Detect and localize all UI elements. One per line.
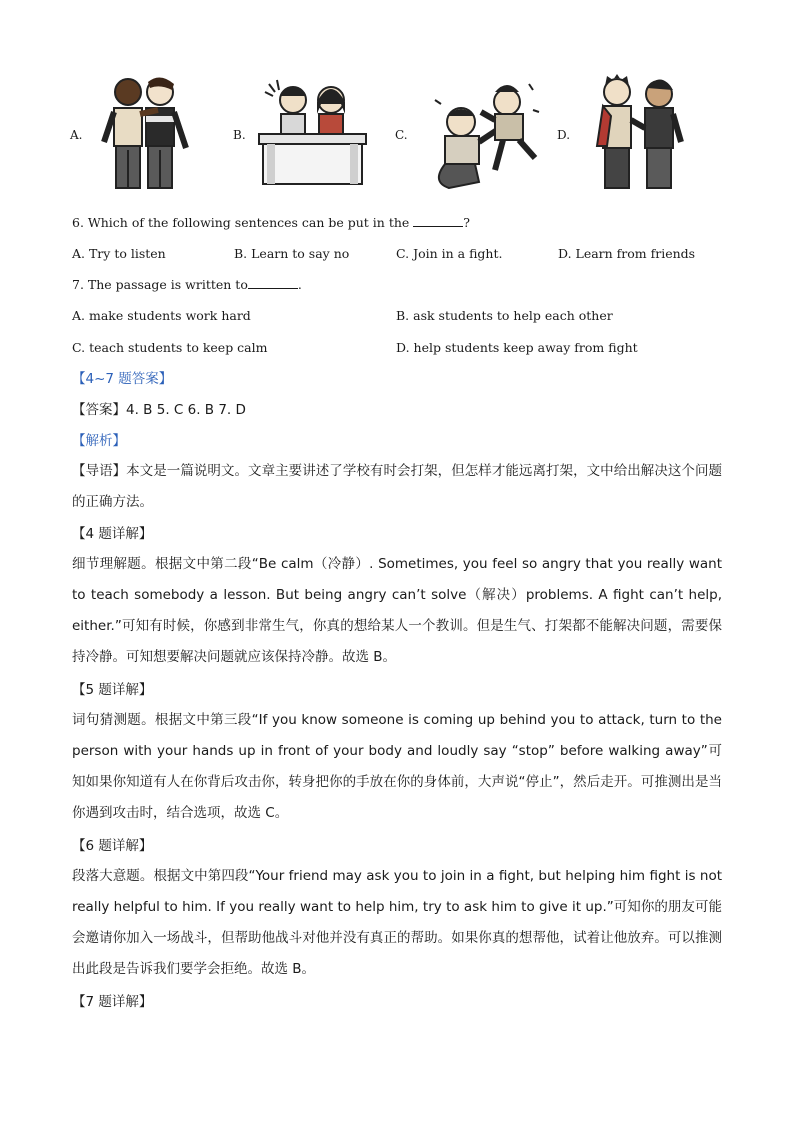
q5-heading: 【5 题详解】 [72, 682, 153, 698]
q6-explanation: 段落大意题。根据文中第四段“Your friend may ask you to join in a fight, but helping him fight is not really helpful to him. If you really want to help him, try to ask him to give it up.”可知你的朋友可能会邀请你加入一场战斗，但帮助他战斗对他并没有真正的帮助。如果你真的想帮他，试着让他放弃。可以推测出此段是告诉我们要学会拒绝。故选 B。 [72, 868, 722, 977]
answer-heading: 【4~7 题答案】 [72, 371, 173, 387]
guide-paragraph: 【导语】本文是一篇说明文。文章主要讲述了学校有时会打架，但怎样才能远离打架，文中给出解决这个问题的正确方法。 [72, 463, 722, 510]
two-boys-arm-around-icon [98, 70, 198, 195]
picture-options [70, 70, 730, 195]
q6-option-d: D. Learn from friends [558, 246, 696, 261]
picture-option-b [233, 70, 393, 195]
option-letter: C. [395, 128, 408, 142]
q4-heading: 【4 题详解】 [72, 526, 153, 542]
picture-option-a [70, 70, 220, 195]
q6-option-c: C. Join in a fight. [396, 246, 503, 261]
answer-line: 【答案】4. B 5. C 6. B 7. D [72, 402, 246, 418]
boys-fighting-icon [425, 70, 540, 195]
analysis-heading: 【解析】 [72, 433, 126, 449]
picture-option-c [395, 70, 555, 195]
picture-option-d [557, 70, 730, 195]
q7-option-d: D. help students keep away from fight [396, 340, 638, 355]
q7-option-c: C. teach students to keep calm [72, 340, 268, 355]
q4-explanation: 细节理解题。根据文中第二段“Be calm（冷静）. Sometimes, you feel so angry that you really want to teach somebody a lesson. But being angry can’t solve（解决）problems. A fight can’t help, either.”可知有时候，你感到非常生气，你真的想给某人一个教训。但是生气、打架都不能解决问题，需要保持冷静。可知想要解决问题就应该保持冷静。故选 B。 [72, 556, 722, 665]
two-kids-at-desk-icon [255, 70, 370, 195]
q6-option-a: A. Try to listen [72, 246, 166, 261]
answer-blank [248, 277, 298, 289]
question-7-stem: 7. The passage is written to . [72, 277, 302, 292]
answer-blank [413, 215, 463, 227]
q7-option-b: B. ask students to help each other [396, 308, 613, 323]
q7-heading: 【7 题详解】 [72, 994, 153, 1010]
q5-explanation: 词句猜测题。根据文中第三段“If you know someone is coming up behind you to attack, turn to the person with your hands up in front of your body and loudly say “stop” before walking away”可知如果你知道有人在你背后攻击你，转身把你的手放在你的身体前，大声说“停止”，然后走开。可推测出是当你遇到攻击时，结合选项，故选 C。 [72, 712, 722, 821]
option-letter: B. [233, 128, 246, 142]
q6-option-b: B. Learn to say no [234, 246, 350, 261]
q7-option-a: A. make students work hard [72, 308, 251, 323]
question-6-stem: 6. Which of the following sentences can be put in the ? [72, 215, 470, 230]
q6-heading: 【6 题详解】 [72, 838, 153, 854]
option-letter: A. [70, 128, 83, 142]
two-men-shaking-hands-icon [585, 70, 705, 195]
option-letter: D. [557, 128, 571, 142]
